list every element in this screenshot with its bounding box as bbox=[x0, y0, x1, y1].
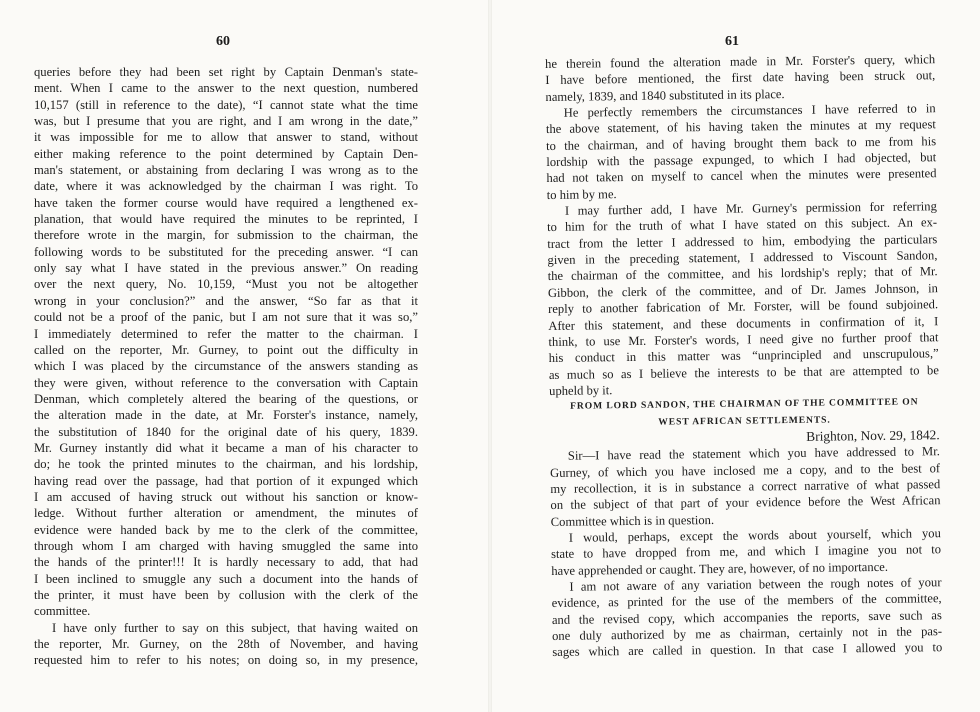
right-page-line: namely, 1839, and 1840 substituted in its place. bbox=[545, 86, 785, 104]
right-page-line: Sir—I have read the statement which you have addressed to Mr. bbox=[567, 444, 940, 463]
left-page-line: the printer, it must have been by collusion with the clerk of the bbox=[34, 588, 418, 602]
right-page-line: state to have dropped from me, and which I imagine you not to bbox=[551, 542, 942, 562]
left-page-number: 60 bbox=[216, 34, 230, 49]
left-page-line: through whom I am charged with having smuggled the same into bbox=[34, 538, 418, 553]
left-page-line: which I was placed by the circumstance of the answers standing as bbox=[34, 359, 418, 374]
left-page-line: either making reference to the point determined by Captain Den- bbox=[34, 146, 418, 161]
right-page-line: my recollection, it is in substance a correct narrative of what passed bbox=[550, 477, 941, 496]
right-page bbox=[490, 0, 980, 712]
right-page-line: Gurney, of which you have inclosed me a copy, and to the best of bbox=[550, 460, 941, 480]
right-page-line: I would, perhaps, except the words about yourself, which you bbox=[568, 526, 941, 545]
left-page-line: queries before they had been set right by Captain Denman's state- bbox=[34, 65, 418, 79]
left-page-line: following words to be substituted for the preceding answer. “I can bbox=[34, 244, 418, 259]
left-page-line: I been inclined to smuggle any such a document into the hands of bbox=[34, 571, 418, 586]
right-page-line: think, to use Mr. Forster's words, I need give no further proof that bbox=[548, 330, 939, 349]
right-page-line: the chairman of the committee, and his lordship's reply; that of Mr. bbox=[547, 264, 938, 284]
left-page-line: the reporter, Mr. Gurney, on the 28th of November, and having bbox=[34, 637, 418, 652]
left-page-line: I immediately determined to refer the matter to the chairman. I bbox=[34, 326, 418, 341]
right-page-line: reply to another fabrication of Mr. Forster, will be found subjoined. bbox=[548, 297, 939, 317]
left-page-line: called on the reporter, Mr. Gurney, to point out the difficulty in bbox=[34, 342, 418, 357]
left-page-line: only say what I have stated in the previous answer.” On reading bbox=[34, 261, 418, 276]
right-page-line: I am not aware of any variation between the rough notes of your bbox=[569, 575, 942, 594]
left-page-line: ment. When I came to the answer to the next question, numbered bbox=[34, 81, 418, 96]
right-page-line: He perfectly remembers the circumstances I have referred to in bbox=[563, 101, 936, 120]
left-page-line: I have only further to say on this subject, that having waited on bbox=[52, 620, 418, 635]
right-page-line: had not taken on myself to cancel when the minutes were presented bbox=[546, 166, 937, 186]
right-page-text bbox=[545, 51, 942, 660]
right-page-line: as much so as I believe the interests to be that are attempted to be bbox=[548, 362, 939, 382]
left-page-line: was, but I presume that you are right, and I am wrong in the date,” bbox=[34, 114, 418, 129]
right-page-line: to the chairman, and of having brought them back to me from his bbox=[546, 133, 937, 153]
right-page-line: have apprehended or caught. They are, however, of no importance. bbox=[551, 559, 889, 578]
right-page-line: he therein found the alteration made in Mr. Forster's query, which bbox=[545, 52, 936, 71]
left-page-line: the hands of the printer!!! It is hardly necessary to add, that had bbox=[34, 555, 418, 570]
left-page-line: Denman, which completely altered the bearing of the questions, or bbox=[34, 391, 418, 406]
right-page-line: FROM LORD SANDON, THE CHAIRMAN OF THE COMMITTEE ON bbox=[570, 396, 919, 412]
right-page-line: evidence, as printed for the use of the members of the committee, bbox=[551, 591, 942, 611]
left-page-line: I am accused of having struck out without his sanction or know- bbox=[34, 489, 418, 504]
left-page-line: having read over the passage, had that portion of it expunged which bbox=[34, 473, 418, 488]
right-page-line: lordship with the passage expunged, to which I had objected, but bbox=[546, 150, 937, 170]
left-page-line: do; he took the printed minutes to the chairman, and his lordship, bbox=[34, 457, 418, 472]
right-page-line: Gibbon, the clerk of the committee, and of Dr. James Johnson, in bbox=[547, 281, 938, 300]
right-page-line: given in the preceding statement, I addressed to Viscount Sandon, bbox=[547, 248, 938, 268]
left-page-line: over the next query, No. 10,159, “Must you not be altogether bbox=[34, 277, 418, 292]
left-page-text bbox=[34, 64, 418, 669]
right-page-line: and the revised copy, which accompanies the reports, save such as bbox=[551, 607, 942, 627]
left-page-line: requested him to refer to his notes; on doing so, in my presence, bbox=[34, 653, 418, 668]
left-page-line: date, where it was acknowledged by the chairman I was right. To bbox=[34, 179, 418, 194]
right-page-line: Brighton, Nov. 29, 1842. bbox=[806, 427, 940, 444]
right-page-line: I may further add, I have Mr. Gurney's permission for referring bbox=[564, 199, 937, 218]
left-page-line: they were given, without reference to the conversation with Captain bbox=[34, 375, 418, 390]
right-page-number: 61 bbox=[725, 34, 739, 49]
left-page-line: wrong in your conclusion?” and the answer, “So far as that it bbox=[34, 293, 418, 308]
right-page-line: the above statement, of his having taken the minutes at my request bbox=[545, 117, 936, 137]
left-page-line: have taken the former course would have required a lengthened ex- bbox=[34, 195, 418, 210]
right-page-line: WEST AFRICAN SETTLEMENTS. bbox=[658, 414, 831, 428]
right-page-line: Committee which is in question. bbox=[550, 512, 715, 529]
right-page-line: I have before mentioned, the first date having been struck out, bbox=[545, 68, 936, 88]
left-page-line: it was impossible for me to allow that answer to stand, without bbox=[34, 130, 418, 145]
left-page-line: Mr. Gurney instantly did what it became a man of his character to bbox=[34, 440, 418, 455]
left-page-line: ledge. Without further alteration or amendment, the minutes of bbox=[34, 506, 418, 521]
left-page-line: 10,157 (still in reference to the date), “I cannot state what the time bbox=[34, 97, 418, 112]
left-page-line: the alteration made in the date, at Mr. Forster's instance, namely, bbox=[34, 408, 418, 423]
left-page-line: planation, that would have required the minutes to be reprinted, I bbox=[34, 212, 418, 227]
right-page-line: upheld by it. bbox=[549, 383, 613, 398]
left-page-line: man's statement, or abstaining from declaring I was wrong as to the bbox=[34, 163, 418, 178]
right-page-line: sages which are called in question. In that case I allowed you to bbox=[552, 640, 943, 660]
left-page-line: therefore wrote in the margin, for submission to the chairman, the bbox=[34, 228, 418, 243]
right-page-line: on the subject of that part of your evidence before the West African bbox=[550, 493, 941, 513]
right-page-line: to him by me. bbox=[546, 186, 617, 202]
right-page-line: tract from the letter I addressed to him, embodying the particulars bbox=[547, 232, 938, 251]
left-page-line: evidence were handed back by me to the clerk of the committee, bbox=[34, 522, 418, 537]
left-page-line: the substitution of 1840 for the original date of his query, 1839. bbox=[34, 424, 418, 439]
right-page-line: After this statement, and these documents in confirmation of it, I bbox=[548, 313, 939, 333]
right-page-line: to him for the truth of what I have stated on this subject. An ex- bbox=[547, 215, 938, 235]
left-page-line: committee. bbox=[34, 604, 91, 619]
right-page-line: his conduct in this matter was “unprincipled and unscrupulous,” bbox=[548, 346, 939, 366]
right-page-line: one duly authorized by me as chairman, certainly not in the pas- bbox=[552, 624, 943, 643]
left-page-line: could not be a proof of the panic, but I am not sure that it was so,” bbox=[34, 310, 418, 325]
